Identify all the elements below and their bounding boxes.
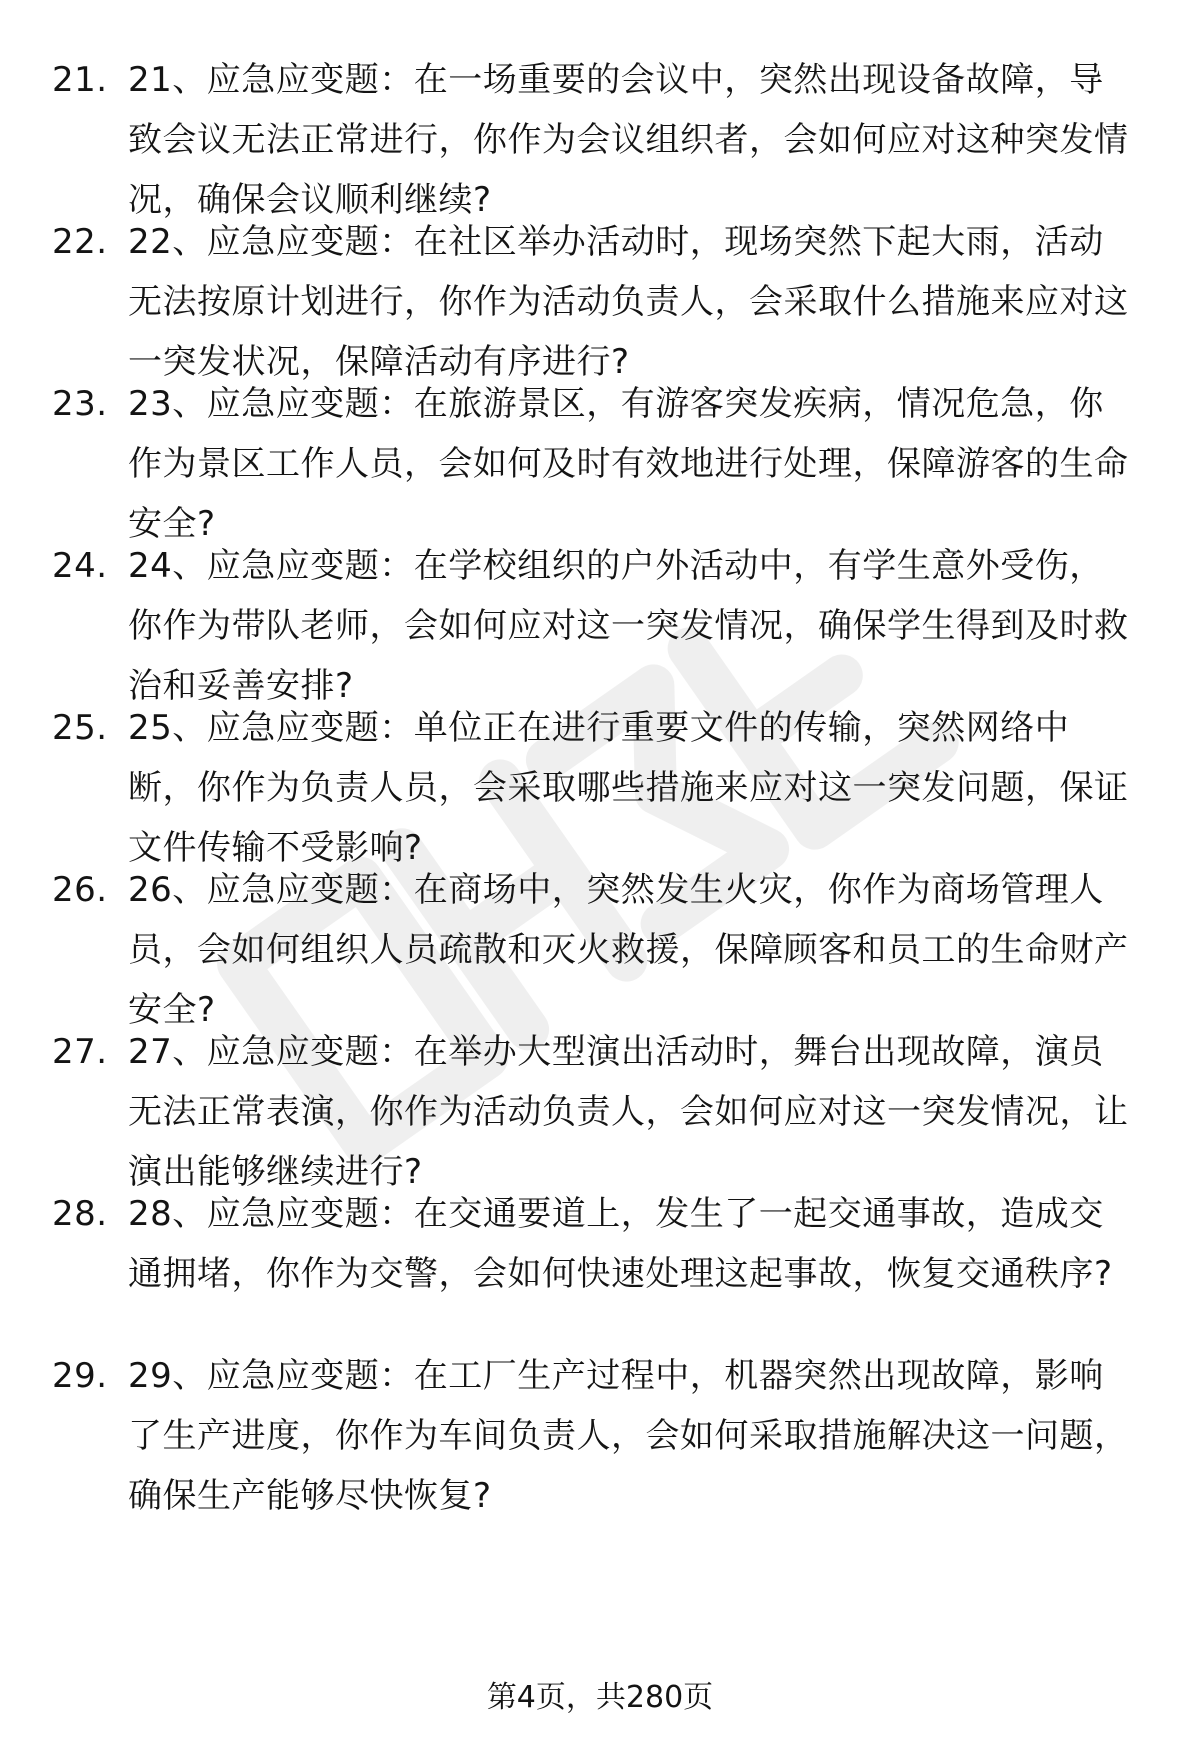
question-text: 29、应急应变题：在工厂生产过程中，机器突然出现故障，影响了生产进度，你作为车间负责人，会如何采取措施解决这一问题，确保生产能够尽快恢复?	[128, 1356, 1129, 1516]
question-text: 28、应急应变题：在交通要道上，发生了一起交通事故，造成交通拥堵，你作为交警，会如何快速处理这起事故，恢复交通秩序?	[128, 1194, 1113, 1294]
question-text: 25、应急应变题：单位正在进行重要文件的传输，突然网络中断，你作为负责人员，会采取哪些措施来应对这一突发问题，保证文件传输不受影响?	[128, 708, 1129, 868]
question-number: 21.	[52, 60, 108, 100]
question-number: 22.	[52, 222, 108, 262]
question-number: 27.	[52, 1032, 108, 1072]
page-footer: 第4页，共280页	[486, 1680, 714, 1715]
question-text: 26、应急应变题：在商场中，突然发生火灾，你作为商场管理人员，会如何组织人员疏散和灭火救援，保障顾客和员工的生命财产安全?	[128, 870, 1129, 1030]
question-number: 25.	[52, 708, 108, 748]
question-number: 28.	[52, 1194, 108, 1234]
question-text: 21、应急应变题：在一场重要的会议中，突然出现设备故障，导致会议无法正常进行，你作为会议组织者，会如何应对这种突发情况，确保会议顺利继续?	[128, 60, 1129, 220]
question-number: 23.	[52, 384, 108, 424]
question-text: 27、应急应变题：在举办大型演出活动时，舞台出现故障，演员无法正常表演，你作为活动负责人，会如何应对这一突发情况，让演出能够继续进行?	[128, 1032, 1129, 1192]
question-text: 22、应急应变题：在社区举办活动时，现场突然下起大雨，活动无法按原计划进行，你作为活动负责人，会采取什么措施来应对这一突发状况，保障活动有序进行?	[128, 222, 1129, 382]
question-text: 23、应急应变题：在旅游景区，有游客突发疾病，情况危急，你作为景区工作人员，会如何及时有效地进行处理，保障游客的生命安全?	[128, 384, 1129, 544]
question-text: 24、应急应变题：在学校组织的户外活动中，有学生意外受伤，你作为带队老师，会如何应对这一突发情况，确保学生得到及时救治和妥善安排?	[128, 546, 1129, 706]
question-number: 26.	[52, 870, 108, 910]
question-number: 24.	[52, 546, 108, 586]
question-number: 29.	[52, 1356, 108, 1396]
